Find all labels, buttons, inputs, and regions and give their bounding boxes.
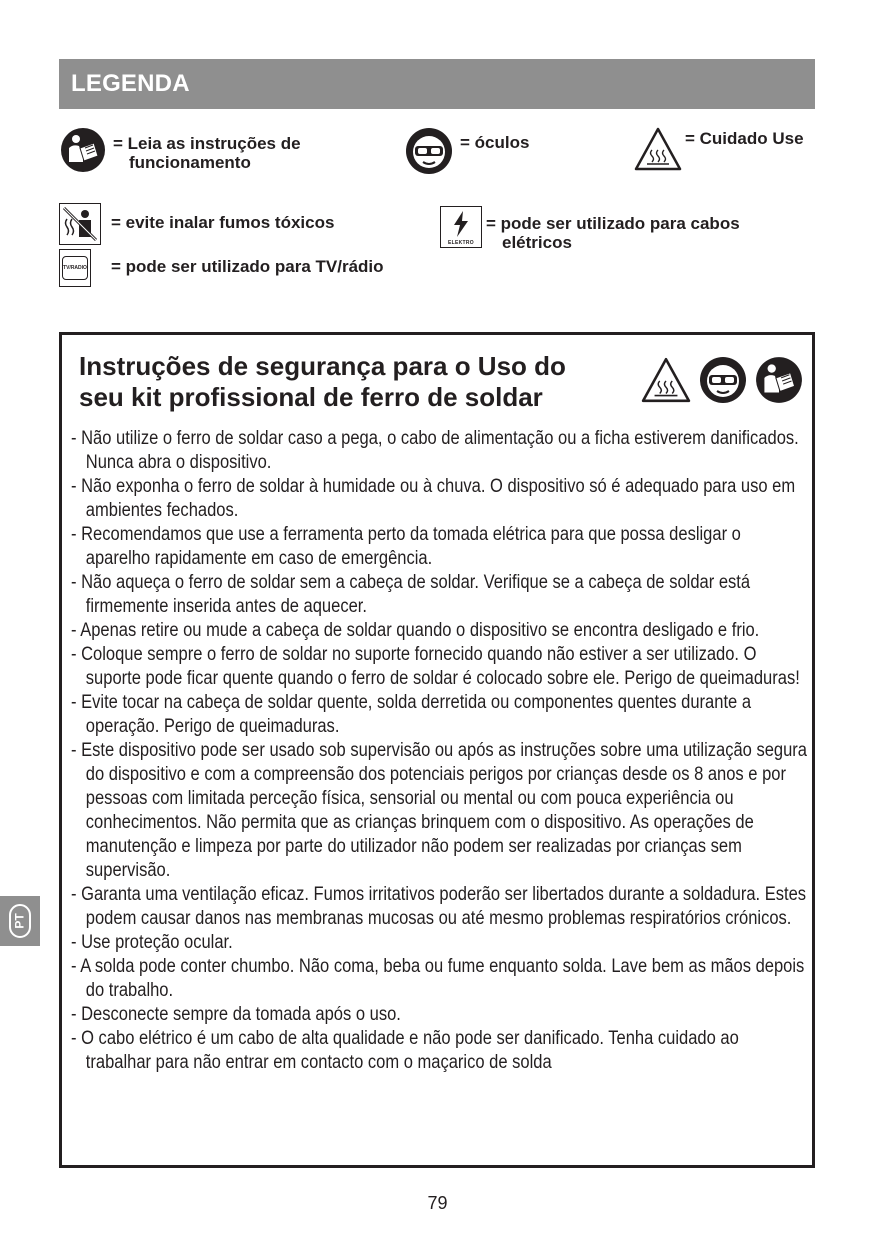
list-item: - O cabo elétrico é um cabo de alta qualidade e não pode ser danificado. Tenha cuidado ao trabalhar para não entrar em contacto com o maçarico de solda [71, 1027, 807, 1075]
list-item: - Não aqueça o ferro de soldar sem a cabeça de soldar. Verifique se a cabeça de soldar está firmemente inserida antes de aquecer. [71, 571, 807, 619]
legend-item-caution [633, 126, 804, 172]
list-item: - Este dispositivo pode ser usado sob supervisão ou após as instruções sobre uma utilização segura do dispositivo e com a compreensão dos potenciais perigos por crianças desde os 8 anos e por pessoas com limitada perceção física, sensorial ou mental ou com pouca experiência ou conhecimentos. Não permita que as crianças brinquem com o dispositivo. As operações de manutenção e limpeza por parte do utilizador não podem ser realizadas por crianças sem supervisão. [71, 739, 807, 883]
legend-item-fumes [59, 203, 334, 245]
safety-rules-list [71, 427, 807, 1075]
hot-surface-warning-icon [640, 356, 692, 404]
legend-tv-radio-label: = pode ser utilizado para TV/rádio [111, 257, 384, 276]
legend-fumes-label: = evite inalar fumos tóxicos [111, 213, 335, 232]
safety-title-icons [640, 355, 804, 405]
list-item: - Coloque sempre o ferro de soldar no suporte fornecido quando não estiver a ser utilizado. O suporte pode ficar quente quando o ferro de soldar é colocado sobre ele. Perigo de queimaduras! [71, 643, 807, 691]
legend-item-electric [440, 206, 740, 252]
page-number: 79 [427, 1193, 448, 1213]
list-item: - Evite tocar na cabeça de soldar quente, solda derretida ou componentes quentes durante a operação. Perigo de queimaduras. [71, 691, 807, 739]
legend-item-tv-radio [59, 249, 384, 287]
list-item: - Garanta uma ventilação eficaz. Fumos irritativos poderão ser libertados durante a soldadura. Estes podem causar danos nas membranas mucosas ou até mesmo problemas respiratórios crónicos. [71, 883, 807, 931]
legend-caution-label: = Cuidado Use [685, 129, 804, 148]
tv-radio-icon [59, 249, 91, 287]
list-item: - Recomendamos que use a ferramenta perto da tomada elétrica para que possa desligar o aparelho rapidamente em caso de emergência. [71, 523, 807, 571]
safety-title-line1: Instruções de segurança para o Uso do [79, 351, 566, 381]
language-tab [0, 896, 40, 946]
read-manual-icon [59, 126, 107, 174]
legend-read-line1: = Leia as instruções de [113, 134, 301, 153]
goggles-icon [404, 126, 454, 176]
safety-title [79, 351, 639, 413]
list-item: - Apenas retire ou mude a cabeça de soldar quando o dispositivo se encontra desligado e frio. [71, 619, 807, 643]
legend-goggles-label: = óculos [460, 133, 530, 152]
safety-instructions-box [59, 332, 815, 1168]
legend-read-line2: funcionamento [129, 153, 251, 172]
safety-title-line2: seu kit profissional de ferro de soldar [79, 382, 543, 412]
language-code: PT [13, 913, 27, 929]
list-item: - Não exponha o ferro de soldar à humidade ou à chuva. O dispositivo só é adequado para uso em ambientes fechados. [71, 475, 807, 523]
electric-icon-text: ELEKTRO [448, 240, 474, 246]
legend-item-read-instructions [59, 126, 301, 174]
no-fumes-icon [59, 203, 101, 245]
electric-bolt-icon [440, 206, 482, 248]
language-badge [9, 904, 31, 938]
tv-radio-icon-text: TV/RADIO [63, 265, 87, 271]
read-manual-icon [754, 355, 804, 405]
legend-electric-line2: elétricos [502, 233, 572, 252]
list-item: - Use proteção ocular. [71, 931, 807, 955]
goggles-icon [698, 355, 748, 405]
legend-title: LEGENDA [71, 70, 190, 97]
list-item: - A solda pode conter chumbo. Não coma, beba ou fume enquanto solda. Lave bem as mãos depois do trabalho. [71, 955, 807, 1003]
legend-electric-line1: = pode ser utilizado para cabos [486, 214, 740, 233]
hot-surface-warning-icon [633, 126, 683, 172]
list-item: - Desconecte sempre da tomada após o uso. [71, 1003, 807, 1027]
list-item: - Não utilize o ferro de soldar caso a pega, o cabo de alimentação ou a ficha estiverem danificados. Nunca abra o dispositivo. [71, 427, 807, 475]
legend-item-goggles [404, 126, 529, 176]
legend-header [59, 59, 815, 109]
